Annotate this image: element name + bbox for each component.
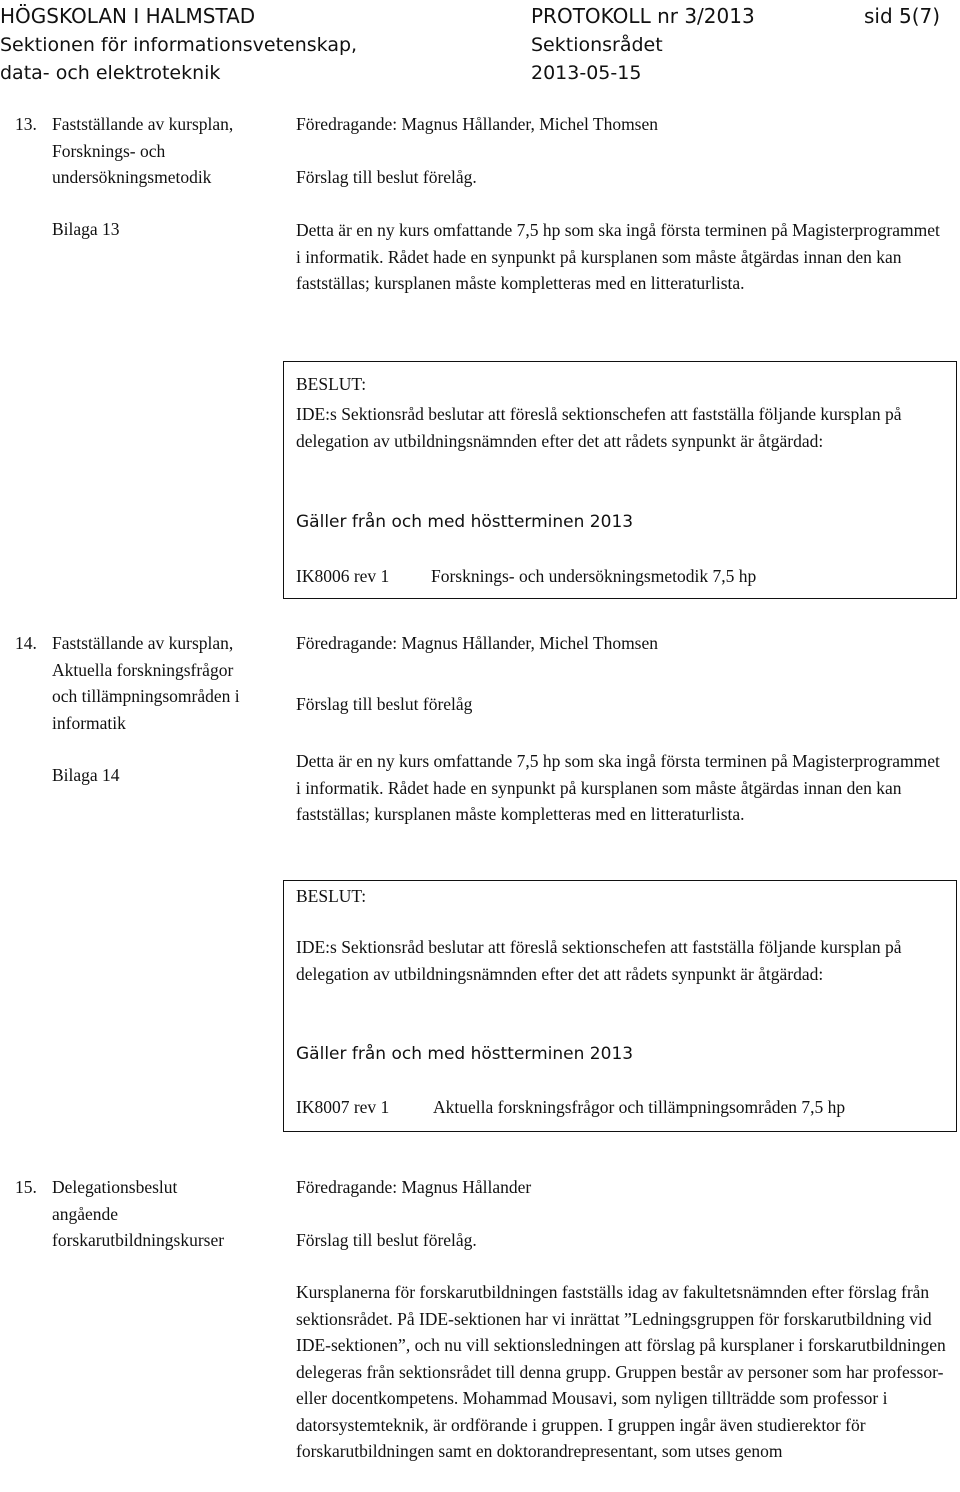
description: Kursplanerna för forskarutbildningen fastställs idag av fakultetsnämnden efter förslag från sektionsrådet. På IDE-sektionen har vi inrättat ”Ledningsgruppen för forskarutbildning vid IDE-sektionen”, och nu vill sektionsledningen att förslag på kursplaner i forskarutbildningen delegeras från sektionsrådet till denna grupp. Gruppen består av personer som har professor- eller docentkompetens. Mohammad Mousavi, som nyligen tillträdde som professor i datorsystemteknik, är ordförande i gruppen. I gruppen ingår även studierektor för forskarutbildningen samt en doktorandrepresentant, som utses genom (296, 1282, 946, 1461)
org-section-cont: data- och elektroteknik (0, 62, 221, 84)
page-number: sid 5(7) (864, 4, 941, 28)
decision-label: BESLUT: (296, 886, 367, 906)
item-title-line: Fastställande av kursplan, (52, 114, 234, 134)
attachment-label: Bilaga 13 (52, 219, 120, 239)
protocol-number: PROTOKOLL nr 3/2013 (531, 4, 755, 28)
decision-text: IDE:s Sektionsråd beslutar att föreslå sektionschefen att fastställa följande kursplan på delegation av utbildningsnämnden efter det att rådets synpunkt är åtgärdad: (296, 404, 902, 451)
description: Detta är en ny kurs omfattande 7,5 hp som ska ingå första terminen på Magisterprogrammet i informatik. Rådet hade en synpunkt på kursplanen som måste åtgärdas innan den kan fastställas; kursplanen måste kompletteras med en litteraturlista. (296, 751, 940, 824)
meeting-date: 2013-05-15 (531, 62, 642, 84)
item-number: 15. (15, 1177, 37, 1197)
item-title (52, 111, 282, 191)
description: Detta är en ny kurs omfattande 7,5 hp som ska ingå första terminen på Magisterprogrammet i informatik. Rådet hade en synpunkt på kursplanen som måste åtgärdas innan den kan fastställas; kursplanen måste kompletteras med en litteraturlista. (296, 220, 940, 293)
item-title-line: och tillämpningsområden i (52, 686, 240, 706)
course-code: IK8006 rev 1 (296, 566, 390, 586)
valid-from: Gäller från och med höstterminen 2013 (296, 1044, 634, 1064)
decision-text: IDE:s Sektionsråd beslutar att föreslå sektionschefen att fastställa följande kursplan på delegation av utbildningsnämnden efter det att rådets synpunkt är åtgärdad: (296, 937, 902, 984)
proposal: Förslag till beslut förelåg. (296, 1230, 477, 1250)
org-name: HÖGSKOLAN I HALMSTAD (0, 4, 256, 28)
item-title-line: forskarutbildningskurser (52, 1230, 225, 1250)
org-section: Sektionen för informationsvetenskap, (0, 34, 358, 56)
item-title (52, 1174, 282, 1254)
item-title (52, 630, 282, 736)
course-name: Aktuella forskningsfrågor och tillämpningsområden 7,5 hp (433, 1097, 846, 1117)
item-title-line: Delegationsbeslut (52, 1177, 178, 1197)
decision-label: BESLUT: (296, 374, 367, 394)
presenters: Föredragande: Magnus Hållander (296, 1177, 532, 1197)
item-title-line: Fastställande av kursplan, (52, 633, 234, 653)
course-code: IK8007 rev 1 (296, 1097, 390, 1117)
presenters: Föredragande: Magnus Hållander, Michel Thomsen (296, 114, 659, 134)
item-title-line: angående (52, 1203, 119, 1224)
item-number: 14. (15, 633, 37, 653)
item-title-line: Forsknings- och (52, 140, 166, 161)
course-name: Forsknings- och undersökningsmetodik 7,5 hp (431, 566, 757, 586)
council-name: Sektionsrådet (531, 34, 663, 56)
proposal: Förslag till beslut förelåg. (296, 167, 477, 187)
item-title-line: informatik (52, 712, 126, 733)
item-number: 13. (15, 114, 37, 134)
proposal: Förslag till beslut förelåg (296, 694, 473, 714)
presenters: Föredragande: Magnus Hållander, Michel Thomsen (296, 633, 659, 653)
item-title-line: undersökningsmetodik (52, 167, 212, 187)
valid-from: Gäller från och med höstterminen 2013 (296, 512, 634, 532)
item-title-line: Aktuella forskningsfrågor (52, 659, 234, 680)
attachment-label: Bilaga 14 (52, 765, 120, 785)
